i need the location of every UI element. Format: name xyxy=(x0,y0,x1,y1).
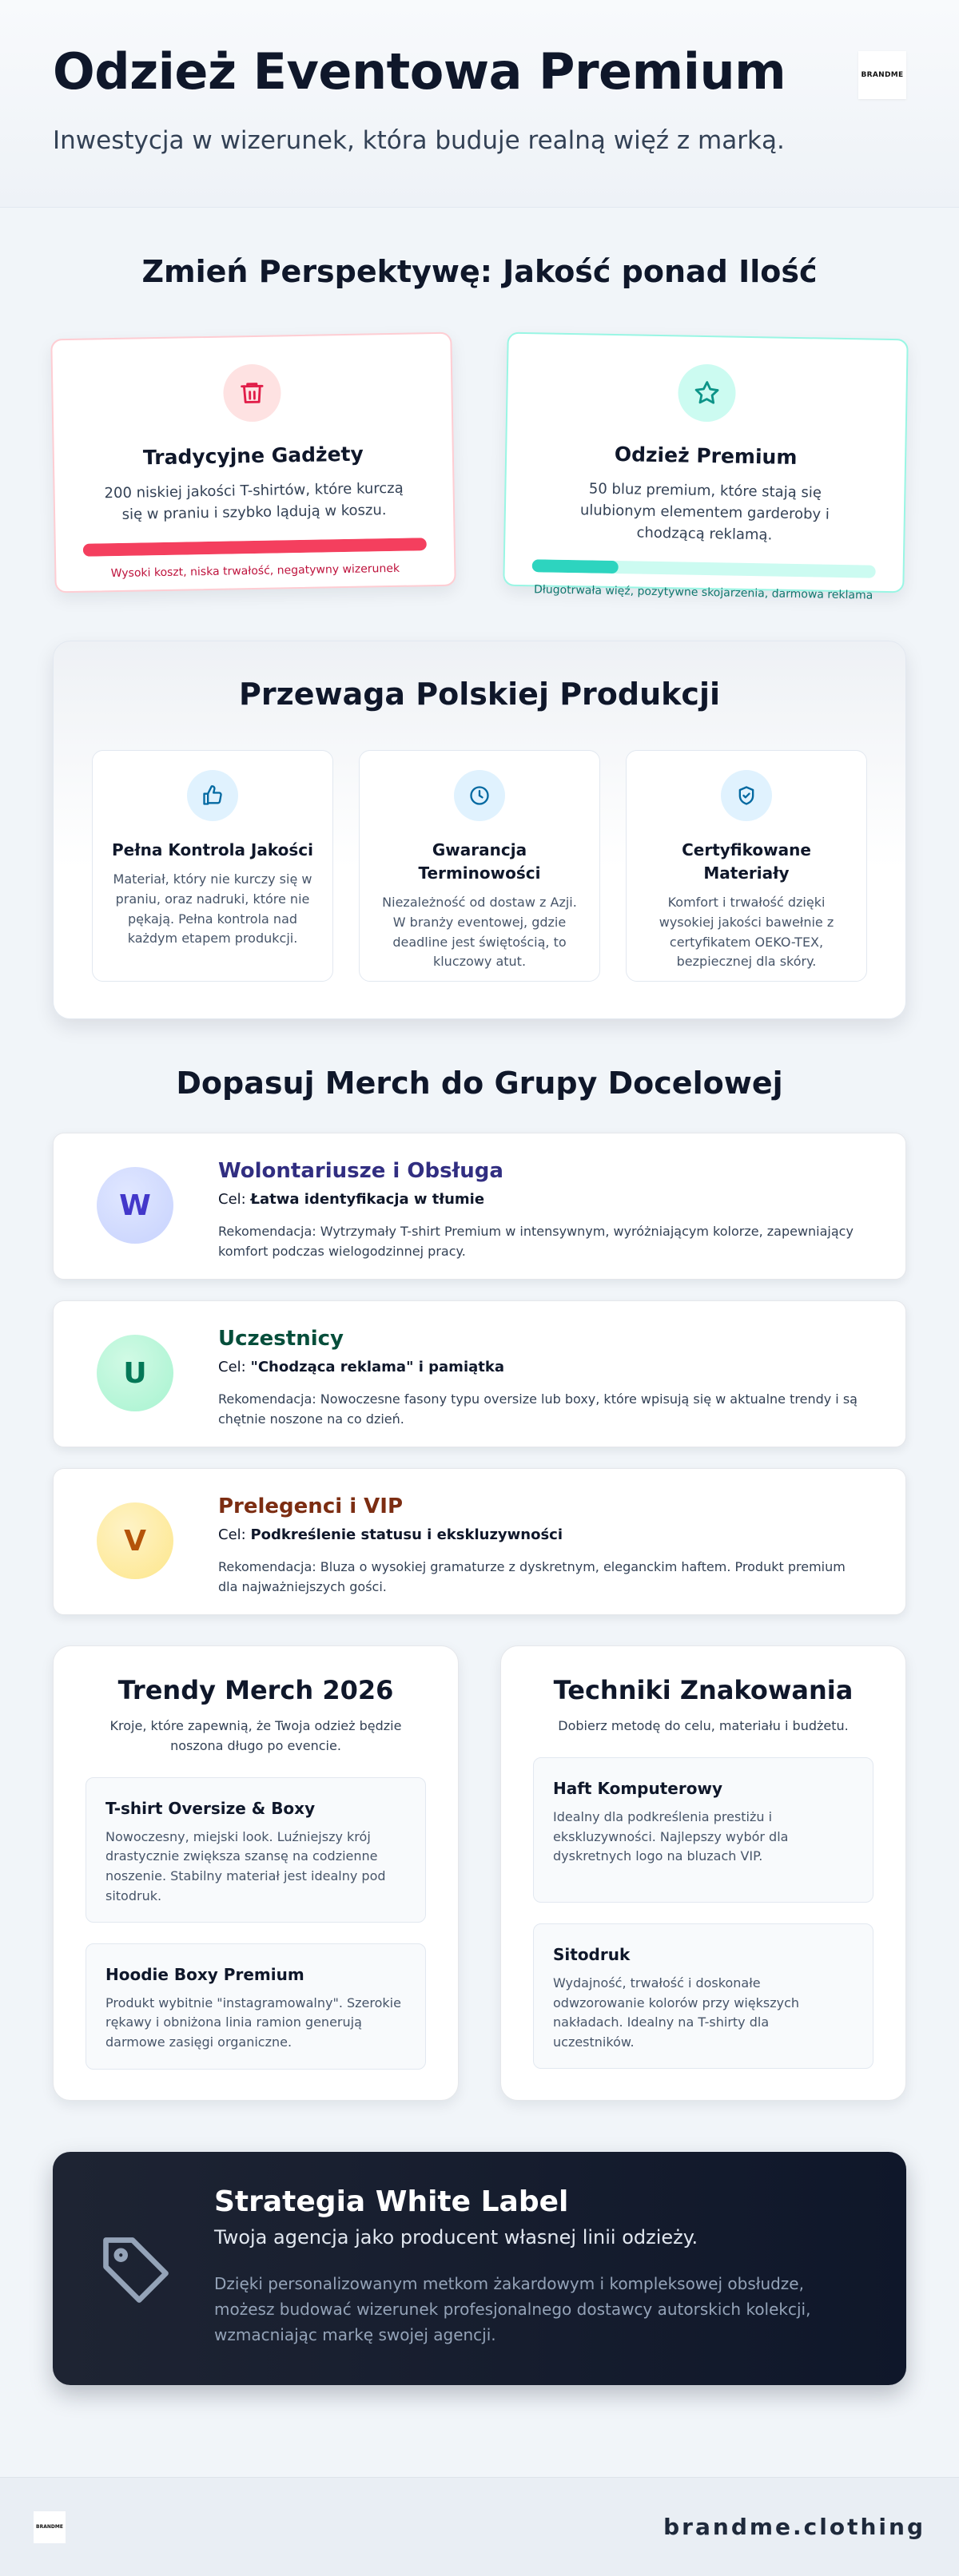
tag-icon xyxy=(96,2230,176,2310)
trash-icon xyxy=(223,363,281,422)
trend-item xyxy=(86,1777,426,1923)
white-label-title: Strategia White Label xyxy=(214,2185,569,2218)
polish-title: Przewaga Polskiej Produkcji xyxy=(238,677,721,712)
group-recommendation: Rekomendacja: Nowoczesne fasony typu oversize lub boxy, które wpisują się w aktualne trendy i są chętnie noszone na co dzień. xyxy=(218,1391,858,1427)
feature-card-quality xyxy=(92,750,333,982)
compare-card-note: Długotrwała więź, pozytywne skojarzenia, darmowa reklama xyxy=(533,583,873,602)
polish-cards xyxy=(92,750,867,982)
trend-item-text: Nowoczesny, miejski look. Luźniejszy krój drastycznie zwiększa szansę na codzienne noszenie. Stabilny materiał jest idealny pod sitodruk. xyxy=(105,1828,386,1903)
progress-bar-fill xyxy=(532,559,619,574)
trends-title: Trendy Merch 2026 xyxy=(117,1675,394,1705)
goal-value: Podkreślenie statusu i ekskluzywności xyxy=(250,1526,563,1543)
trends-intro: Kroje, które zapewnią, że Twoja odzież będzie noszona długo po evencie. xyxy=(109,1718,402,1753)
avatar: U xyxy=(97,1335,173,1411)
brand-logo[interactable] xyxy=(858,51,906,99)
footer-logo[interactable] xyxy=(34,2511,66,2543)
compare-title: Zmień Perspektywę: Jakość ponad Ilość xyxy=(141,254,818,289)
target-title: Dopasuj Merch do Grupy Docelowej xyxy=(176,1066,783,1101)
trends-card xyxy=(53,1645,459,2101)
footer xyxy=(0,2477,959,2576)
group-name: Prelegenci i VIP xyxy=(218,1494,404,1518)
technique-item-title: Sitodruk xyxy=(553,1944,631,1964)
header xyxy=(0,0,959,208)
compare-card-text: 50 bluz premium, które stają się ulubionym elementem garderoby i chodzącą reklamą. xyxy=(579,480,830,544)
technique-item-text: Idealny dla podkreślenia prestiżu i ekskluzywności. Najlepszy wybór dla dyskretnych logo na bluzach VIP. xyxy=(553,1808,789,1864)
compare-card-title: Odzież Premium xyxy=(614,443,798,469)
group-name: Wolontariusze i Obsługa xyxy=(218,1159,503,1183)
techniques-card xyxy=(500,1645,906,2101)
techniques-title: Techniki Znakowania xyxy=(553,1675,854,1705)
white-label-section xyxy=(53,2152,906,2385)
technique-item-text: Wydajność, trwałość i doskonałe odwzorowanie kolorów przy większych nakładach. Idealny na T-shirty dla uczestników. xyxy=(553,1975,800,2050)
feature-card-certified xyxy=(626,750,867,982)
white-label-subtitle: Twoja agencja jako producent własnej linii odzieży. xyxy=(214,2226,698,2249)
footer-logo-text: BRANDME xyxy=(36,2524,63,2530)
target-group-section xyxy=(0,1019,959,1615)
compare-card-premium xyxy=(503,332,908,602)
feature-card-text: Materiał, który nie kurczy się w praniu, oraz nadruki, które nie pękają. Pełna kontrola nad każdym etapem produkcji. xyxy=(113,871,312,947)
compare-cards xyxy=(0,335,959,602)
clock-icon xyxy=(454,770,505,821)
feature-card-timing xyxy=(359,750,600,982)
white-label-text: Dzięki personalizowanym metkom żakardowym i kompleksowej obsłudze, możesz budować wizerunek profesjonalnego dostawcy autorskich kolekcji, wzmacniając markę swojej agencji. xyxy=(214,2274,811,2344)
group-goal xyxy=(218,1191,867,1208)
goal-prefix: Cel: xyxy=(218,1191,251,1208)
list-item xyxy=(53,1300,906,1447)
trend-item-text: Produkt wybitnie "instagramowalny". Szerokie rękawy i obniżona linia ramion generują darmowe zasięgi organiczne. xyxy=(105,1995,401,2050)
page-title: Odzież Eventowa Premium xyxy=(53,42,786,101)
technique-item-title: Haft Komputerowy xyxy=(553,1778,722,1798)
avatar: V xyxy=(97,1502,173,1579)
trend-item-title: T-shirt Oversize & Boxy xyxy=(105,1798,316,1818)
compare-card-title: Tradycyjne Gadżety xyxy=(142,442,364,470)
goal-prefix: Cel: xyxy=(218,1526,251,1543)
feature-card-title: Certyfikowane Materiały xyxy=(682,840,811,883)
polish-production-section xyxy=(53,641,906,1019)
technique-item xyxy=(533,1923,873,2069)
feature-card-title: Pełna Kontrola Jakości xyxy=(111,840,313,859)
technique-item xyxy=(533,1757,873,1903)
group-recommendation: Rekomendacja: Bluza o wysokiej gramaturze z dyskretnym, eleganckim haftem. Produkt premium dla najważniejszych gości. xyxy=(218,1559,846,1594)
shield-check-icon xyxy=(721,770,772,821)
techniques-intro: Dobierz metodę do celu, materiału i budżetu. xyxy=(558,1718,849,1733)
group-goal xyxy=(218,1359,867,1375)
group-recommendation: Rekomendacja: Wytrzymały T-shirt Premium w intensywnym, wyróżniającym kolorze, zapewniający komfort podczas wielogodzinnej pracy. xyxy=(218,1224,854,1259)
list-item xyxy=(53,1133,906,1280)
feature-card-text: Komfort i trwałość dzięki wysokiej jakości bawełnie z certyfikatem OEKO-TEX, bezpiecznej dla skóry. xyxy=(659,895,834,970)
thumbs-up-icon xyxy=(187,770,238,821)
list-item xyxy=(53,1468,906,1615)
goal-prefix: Cel: xyxy=(218,1359,251,1375)
compare-card-traditional xyxy=(50,332,456,593)
star-icon xyxy=(678,363,736,422)
feature-card-text: Niezależność od dostaw z Azji. W branży eventowej, gdzie deadline jest świętością, to kluczowy atut. xyxy=(382,895,577,970)
compare-section xyxy=(0,208,959,602)
target-list xyxy=(53,1133,906,1615)
feature-card-title: Gwarancja Terminowości xyxy=(418,840,541,883)
brand-logo-text: BRANDME xyxy=(861,71,904,79)
trends-techniques-section xyxy=(53,1645,906,2101)
footer-url-link[interactable]: brandme.clothing xyxy=(663,2514,925,2540)
goal-value: Łatwa identyfikacja w tłumie xyxy=(250,1191,485,1208)
compare-card-note: Wysoki koszt, niska trwałość, negatywny wizerunek xyxy=(110,562,400,581)
progress-bar xyxy=(532,559,876,578)
progress-bar xyxy=(83,538,427,557)
progress-bar-fill xyxy=(83,538,427,557)
page-subtitle: Inwestycja w wizerunek, która buduje realną więź z marką. xyxy=(53,126,785,156)
goal-value: "Chodząca reklama" i pamiątka xyxy=(250,1359,504,1375)
trend-item-title: Hoodie Boxy Premium xyxy=(105,1964,304,1984)
compare-card-text: 200 niskiej jakości T-shirtów, które kurczą się w praniu i szybko lądują w koszu. xyxy=(104,479,404,523)
trend-item xyxy=(86,1943,426,2070)
group-name: Uczestnicy xyxy=(218,1327,344,1351)
avatar: W xyxy=(97,1167,173,1244)
group-goal xyxy=(218,1526,867,1543)
